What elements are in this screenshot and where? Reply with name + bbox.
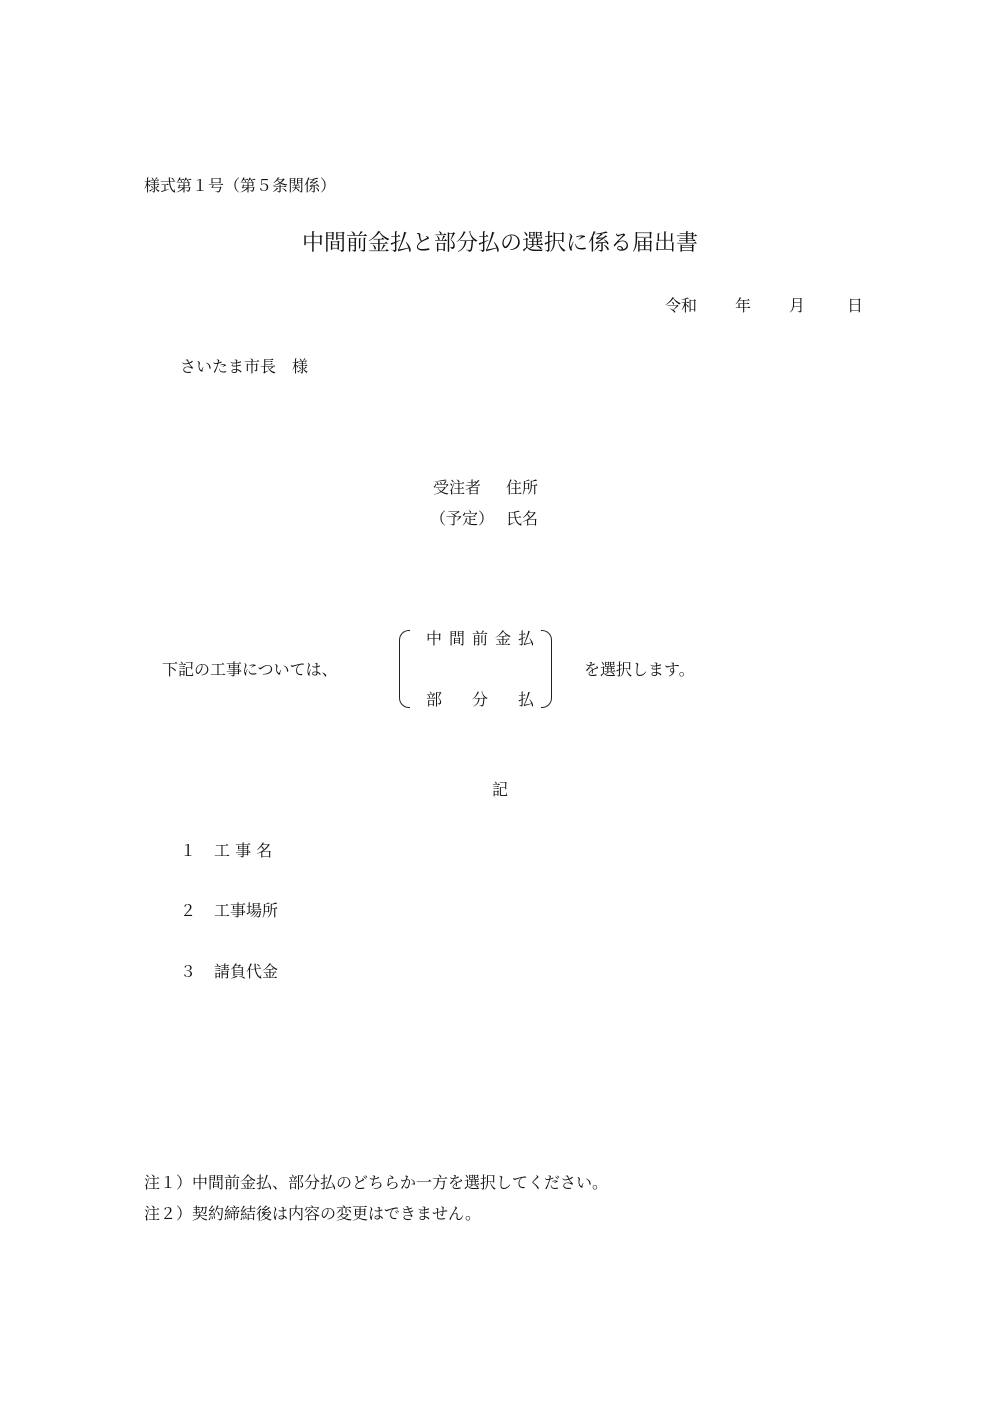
- item-label: 工事場所: [214, 901, 279, 920]
- item-construction-name: [180, 841, 272, 861]
- name-label: 氏名: [506, 509, 539, 528]
- note-2: 注２）契約締結後は内容の変更はできません。: [144, 1204, 481, 1223]
- option-partial-char-3: 払: [517, 690, 534, 709]
- document-title: 中間前金払と部分払の選択に係る届出書: [301, 231, 698, 256]
- note-1: 注１）中間前金払、部分払のどちらか一方を選択してください。: [144, 1173, 609, 1192]
- item-number: ２: [180, 901, 197, 920]
- date-line: [665, 296, 865, 316]
- selection-lead-text: 下記の工事については、: [162, 660, 338, 679]
- option-partial-char-1: 部: [426, 690, 443, 709]
- option-partial-payment: [426, 690, 534, 710]
- item-construction-location: [180, 901, 278, 921]
- selection-tail-text: を選択します。: [584, 660, 695, 679]
- address-label: 住所: [506, 478, 539, 497]
- date-month: 月: [789, 296, 806, 315]
- item-number: １: [180, 841, 197, 860]
- ki-heading: 記: [491, 780, 508, 799]
- right-bracket: [541, 630, 552, 708]
- date-day: 日: [847, 296, 864, 315]
- option-partial-char-2: 分: [471, 690, 488, 709]
- option-interim-advance-payment: 中間前金払: [426, 629, 542, 648]
- left-bracket: [399, 630, 410, 708]
- item-contract-amount: [180, 962, 278, 982]
- form-number: 様式第１号（第５条関係）: [144, 176, 337, 195]
- addressee: さいたま市長 様: [180, 357, 309, 376]
- contractor-label-planned: （予定）: [430, 509, 495, 528]
- date-era: 令和: [665, 296, 698, 315]
- date-year: 年: [735, 296, 752, 315]
- item-label: 工 事 名: [214, 841, 273, 860]
- item-number: ３: [180, 962, 197, 981]
- item-label: 請負代金: [214, 962, 279, 981]
- contractor-label: 受注者: [433, 478, 482, 497]
